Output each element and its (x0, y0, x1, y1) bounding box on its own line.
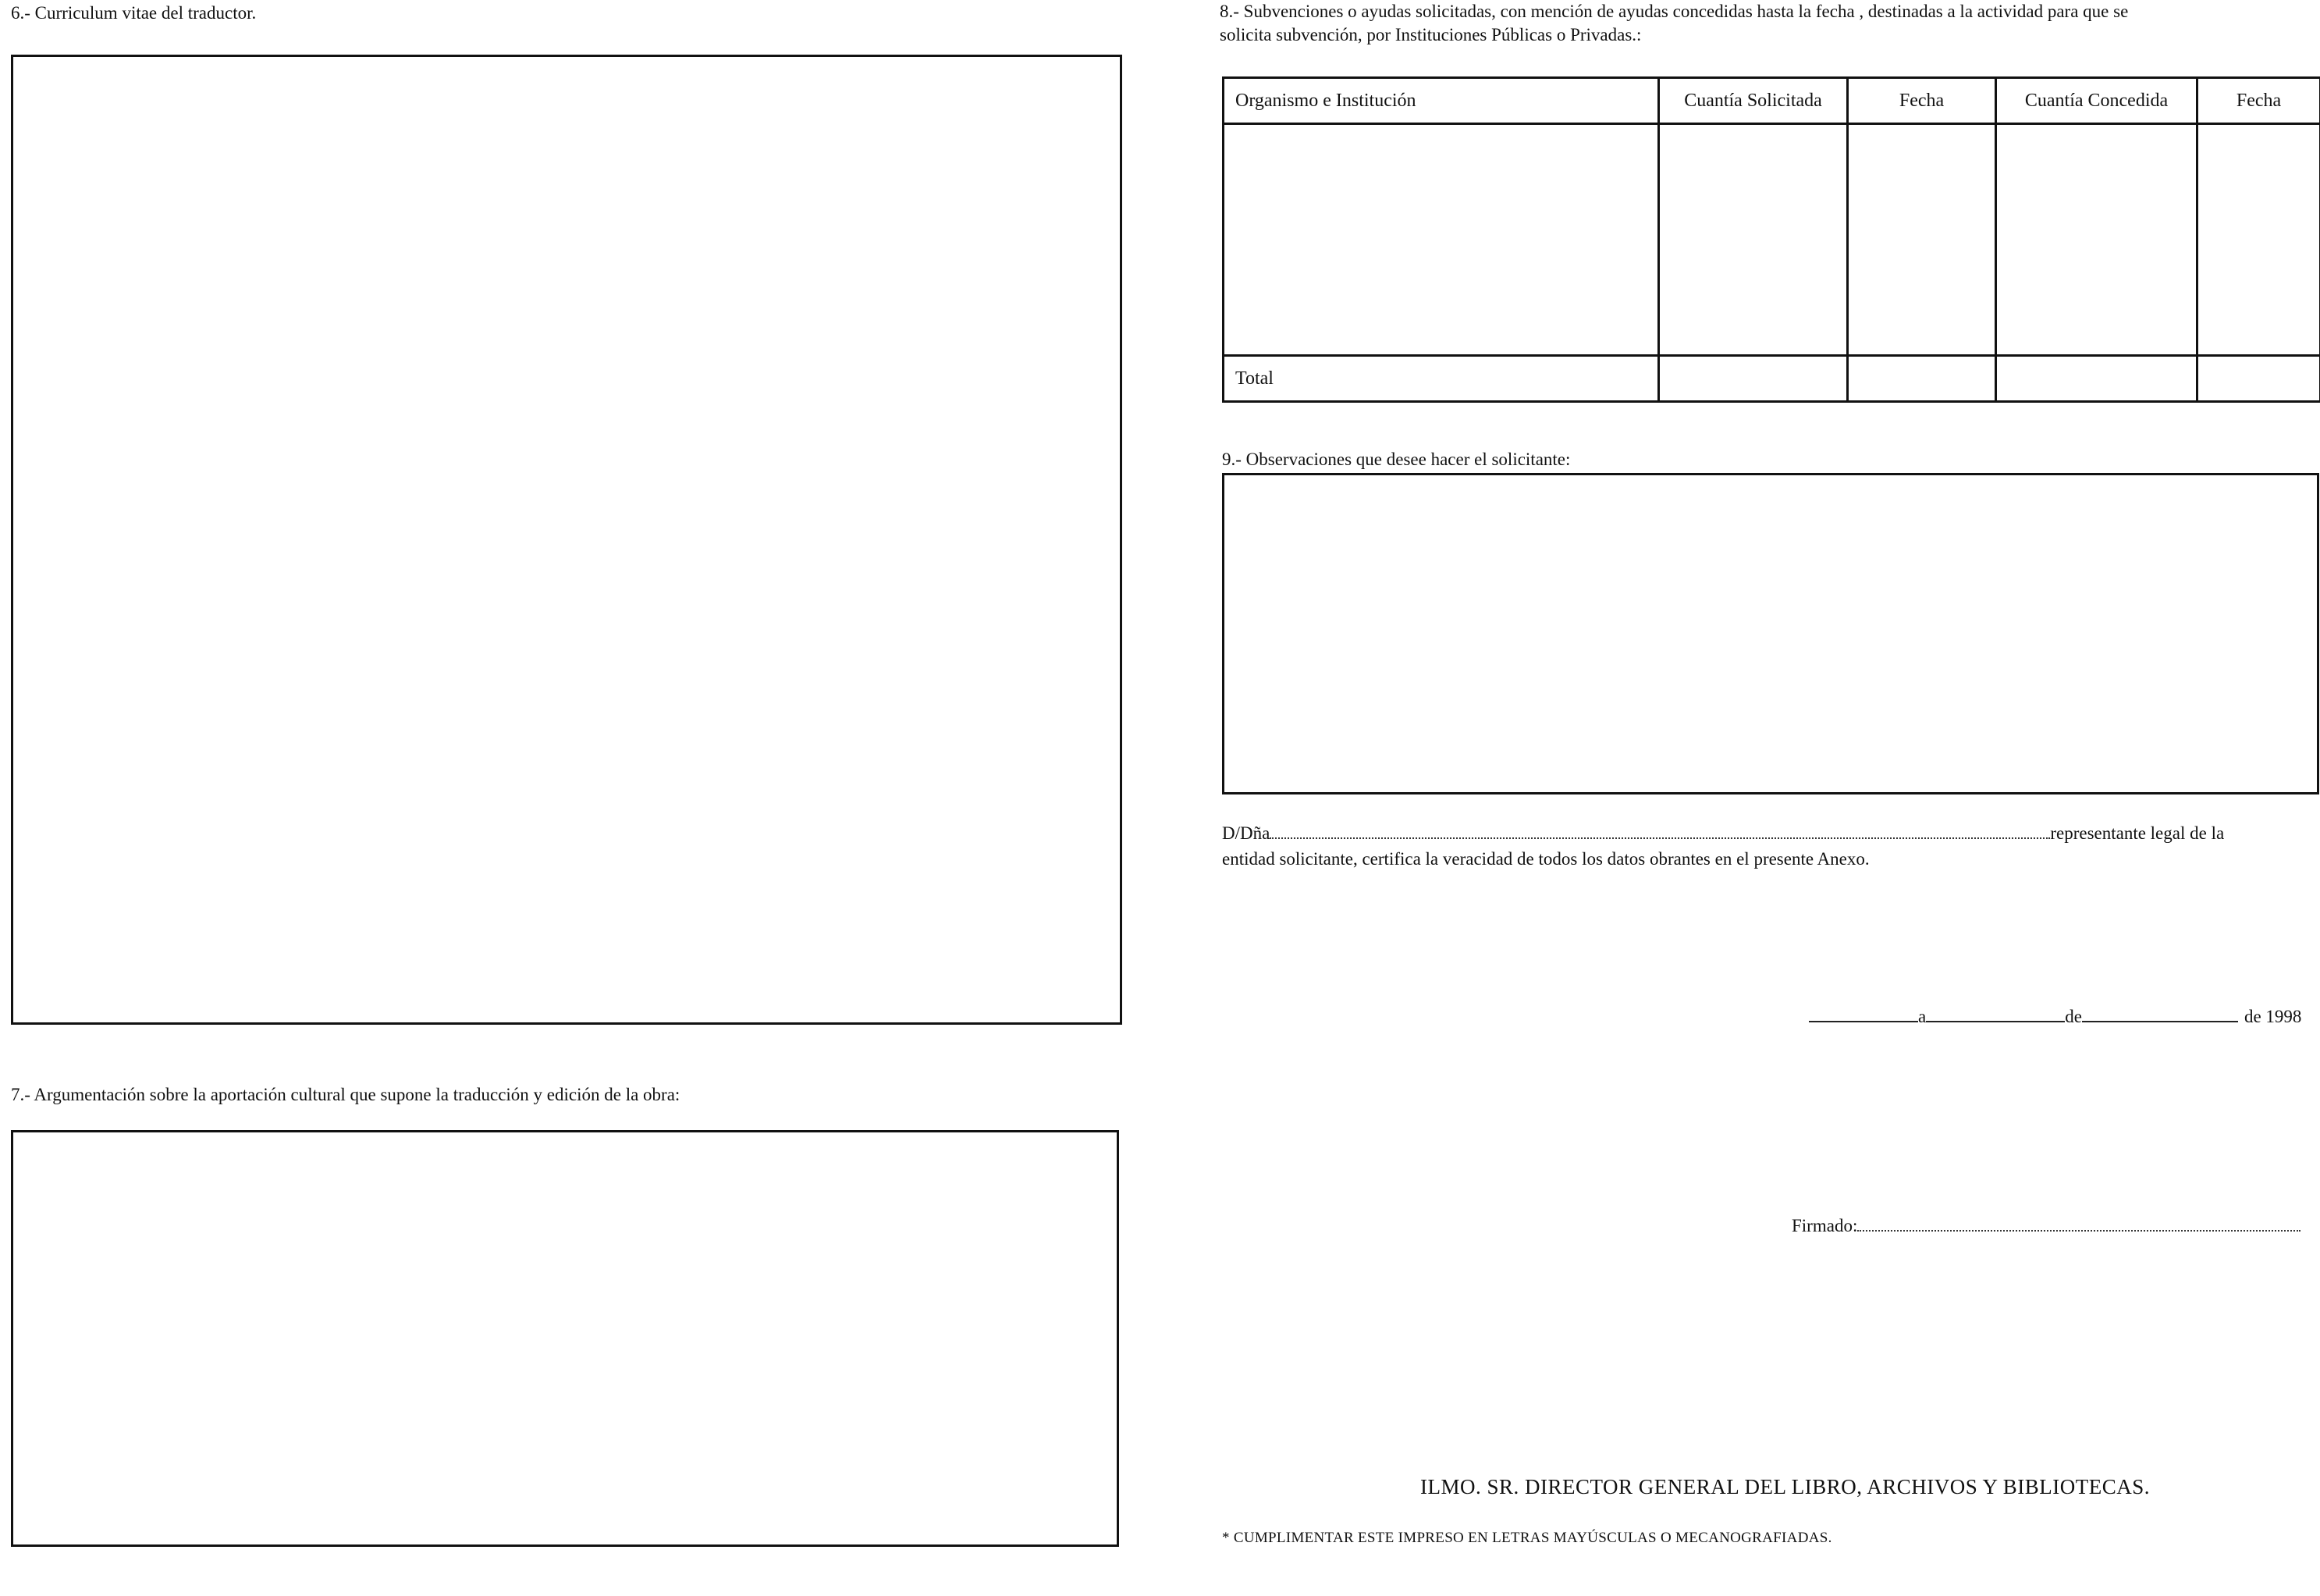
column-header-fecha-concesion: Fecha (2197, 78, 2320, 124)
grants-table-header-row (1224, 78, 2320, 124)
footnote: * CUMPLIMENTAR ESTE IMPRESO EN LETRAS MAYÚSCULAS O MECANOGRAFIADAS. (1222, 1530, 1832, 1546)
organismo-cell[interactable] (1224, 124, 1659, 356)
section-6-title: 6.- Curriculum vitae del traductor. (11, 3, 257, 23)
certification-prefix: D/Dña (1222, 823, 1270, 843)
signature-label: Firmado: (1792, 1216, 1858, 1235)
total-fecha-solicitud-cell[interactable] (1848, 356, 1996, 402)
fecha-solicitud-cell[interactable] (1848, 124, 1996, 356)
grants-table-total-row (1224, 356, 2320, 402)
cultural-argument-field[interactable] (11, 1130, 1119, 1547)
total-fecha-concesion-cell[interactable] (2197, 356, 2320, 402)
addressee: ILMO. SR. DIRECTOR GENERAL DEL LIBRO, ARCHIVOS Y BIBLIOTECAS. (1420, 1475, 2151, 1498)
fecha-concesion-cell[interactable] (2197, 124, 2320, 356)
date-year-label: de 1998 (2244, 1007, 2302, 1026)
section-7-title: 7.- Argumentación sobre la aportación cultural que supone la traducción y edición de la obra: (11, 1085, 680, 1104)
signature-field[interactable] (1857, 1230, 2300, 1232)
total-cuantia-concedida-cell[interactable] (1996, 356, 2197, 402)
section-8-title-line1: 8.- Subvenciones o ayudas solicitadas, con mención de ayudas concedidas hasta la fecha , destinadas a la actividad para que se (1220, 2, 2129, 21)
certification-line2: entidad solicitante, certifica la veracidad de todos los datos obrantes en el presente Anexo. (1222, 849, 1870, 869)
observations-field[interactable] (1222, 473, 2319, 794)
date-a-label: a (1918, 1007, 1927, 1026)
cuantia-solicitada-cell[interactable] (1659, 124, 1848, 356)
total-cuantia-solicitada-cell[interactable] (1659, 356, 1848, 402)
column-header-organismo: Organismo e Institución (1224, 78, 1659, 124)
total-label: Total (1224, 356, 1659, 402)
month-field[interactable] (2082, 1004, 2238, 1022)
certification-line1 (1222, 822, 2224, 845)
curriculum-vitae-field[interactable] (11, 55, 1122, 1025)
cuantia-concedida-cell[interactable] (1996, 124, 2197, 356)
column-header-cuantia-solicitada: Cuantía Solicitada (1659, 78, 1848, 124)
grants-table-body-row (1224, 124, 2320, 356)
date-line (1809, 1004, 2301, 1029)
representative-name-field[interactable] (1270, 837, 2050, 839)
date-de-label: de (2065, 1007, 2082, 1026)
signature-line (1792, 1214, 2300, 1238)
column-header-fecha-solicitud: Fecha (1848, 78, 1996, 124)
place-field[interactable] (1809, 1004, 1918, 1022)
section-8-title-line2: solicita subvención, por Instituciones Públicas o Privadas.: (1220, 25, 1642, 44)
section-9-title: 9.- Observaciones que desee hacer el solicitante: (1222, 450, 1571, 469)
column-header-cuantia-concedida: Cuantía Concedida (1996, 78, 2197, 124)
certification-suffix: representante legal de la (2050, 823, 2225, 843)
grants-table (1222, 76, 2320, 403)
day-field[interactable] (1926, 1004, 2065, 1022)
